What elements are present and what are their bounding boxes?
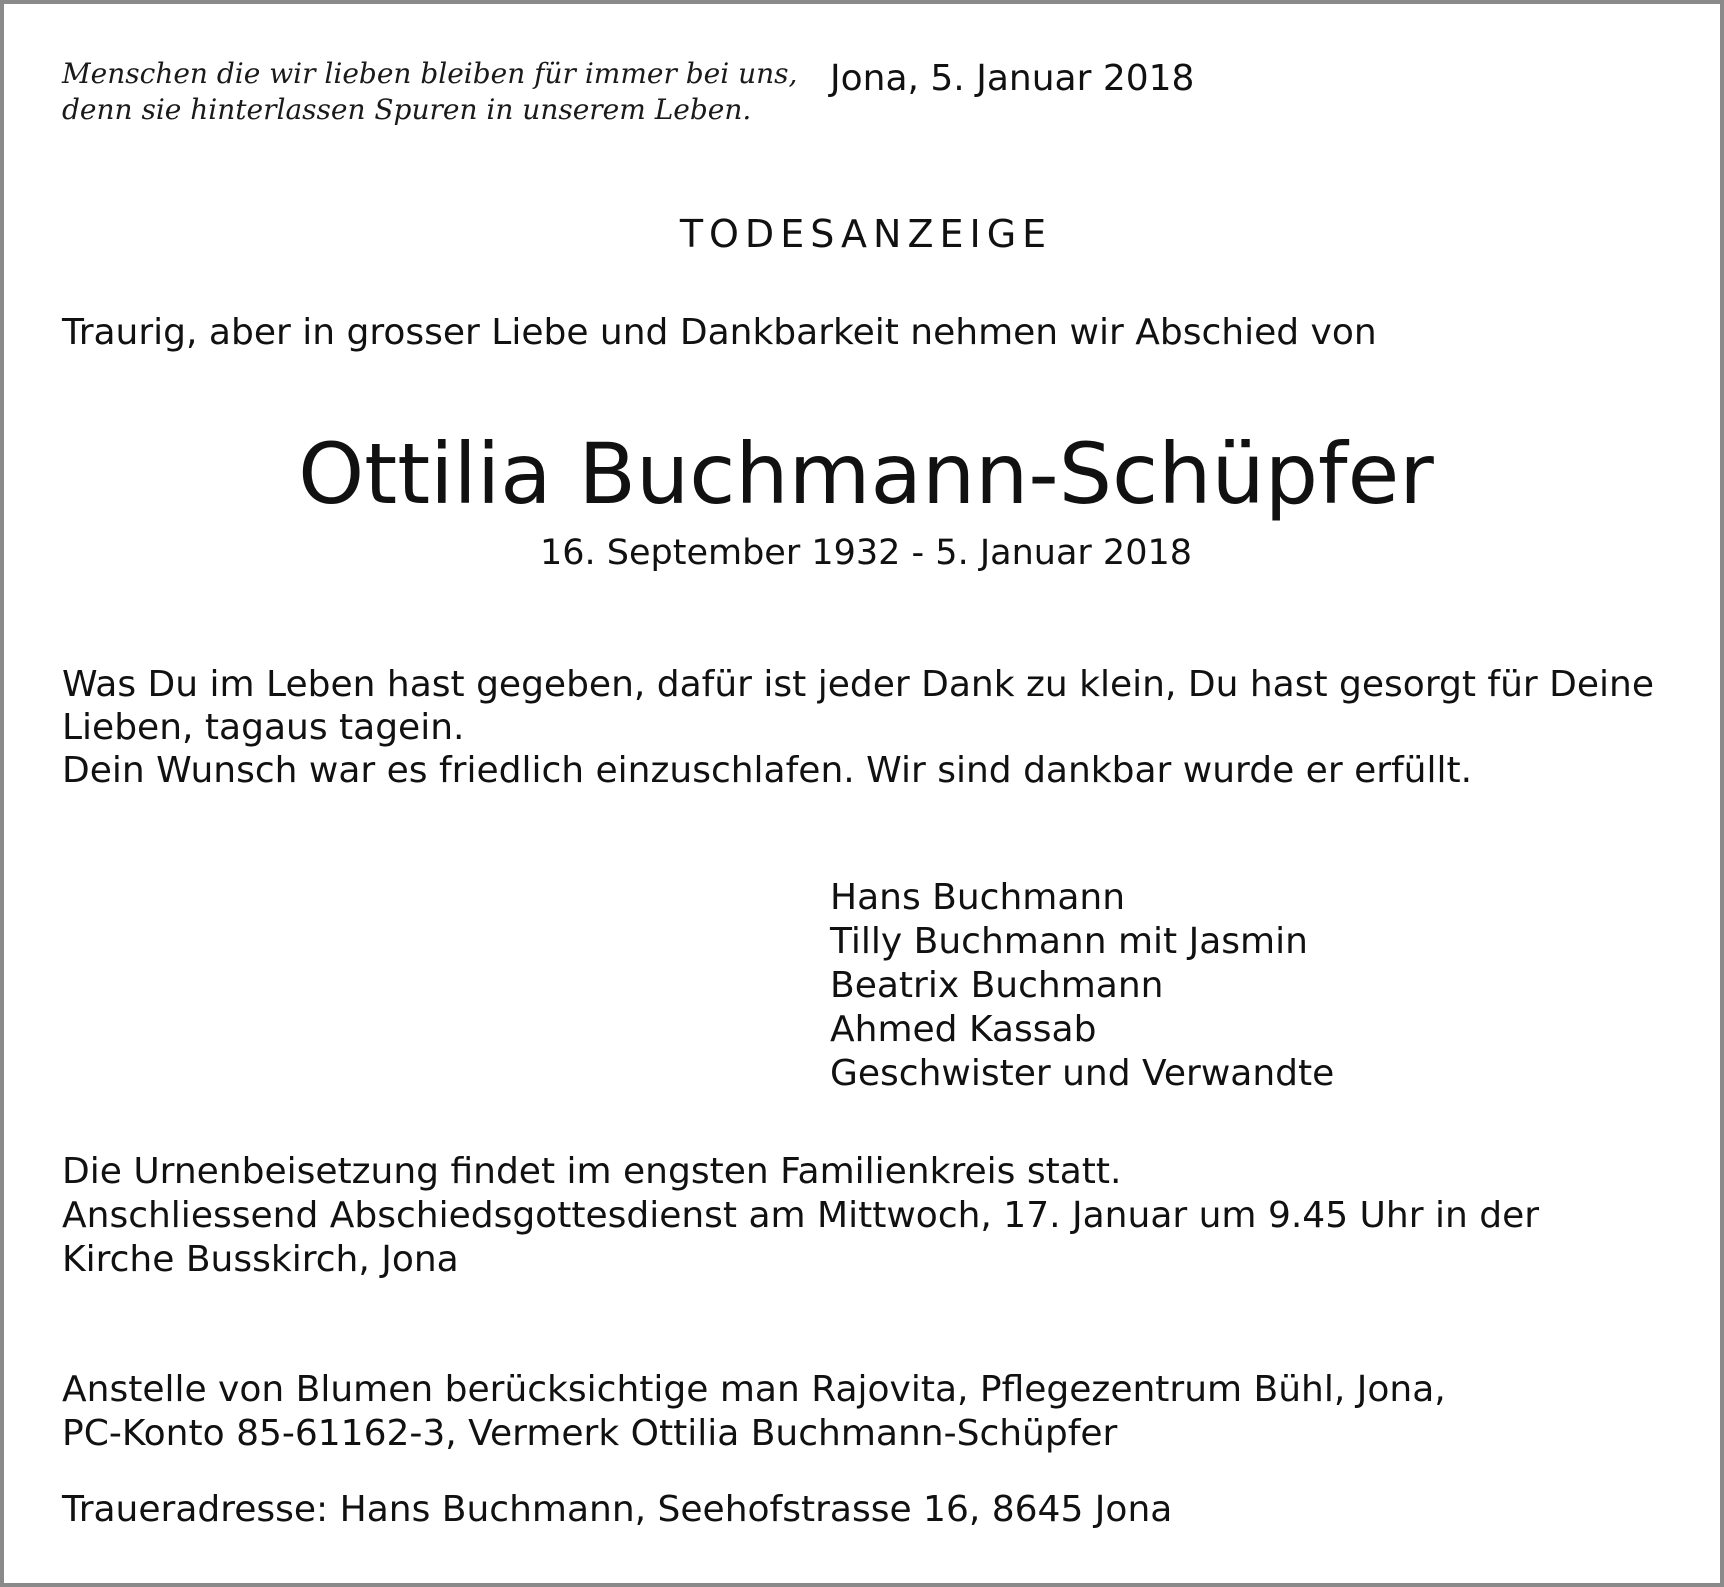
service-line: Anschliessend Abschiedsgottesdienst am Mittwoch, 17. Januar um 9.45 Uhr in der [62,1195,1540,1236]
life-dates: 16. September 1932 - 5. Januar 2018 [539,533,1192,573]
motto-quote [62,56,798,128]
mourner-name: Tilly Buchmann mit Jasmin [830,921,1308,962]
deceased-name: Ottilia Buchmann-Schüpfer [298,425,1434,523]
donation-line: Anstelle von Blumen berücksichtige man Rajovita, Pflegezentrum Bühl, Jona, [62,1369,1446,1410]
service-line: Die Urnenbeisetzung findet im engsten Familienkreis statt. [62,1151,1122,1192]
funeral-service-info [62,1150,1539,1282]
memorial-verse [62,663,1692,792]
motto-line: Menschen die wir lieben bleiben für immer bei uns, [62,57,798,90]
mourner-name: Hans Buchmann [830,877,1126,918]
mourner-name: Geschwister und Verwandte [830,1053,1335,1094]
service-line: Kirche Busskirch, Jona [62,1239,459,1280]
mourner-name: Beatrix Buchmann [830,965,1164,1006]
donation-info [62,1368,1446,1456]
donation-line: PC-Konto 85-61162-3, Vermerk Ottilia Buchmann-Schüpfer [62,1413,1118,1454]
mourning-address: Traueradresse: Hans Buchmann, Seehofstrasse 16, 8645 Jona [62,1489,1173,1530]
motto-line: denn sie hinterlassen Spuren in unserem Leben. [62,93,752,126]
verse-line: Lieben, tagaus tagein. [62,707,465,748]
verse-line: Dein Wunsch war es friedlich einzuschlafen. Wir sind dankbar wurde er erfüllt. [62,750,1473,791]
notice-heading: TODESANZEIGE [679,212,1053,256]
mourners-list [830,876,1334,1096]
verse-line: Was Du im Leben hast gegeben, dafür ist jeder Dank zu klein, Du hast gesorgt für Deine [62,664,1654,705]
mourner-name: Ahmed Kassab [830,1009,1097,1050]
place-date: Jona, 5. Januar 2018 [830,58,1195,99]
intro-text: Traurig, aber in grosser Liebe und Dankbarkeit nehmen wir Abschied von [62,312,1377,353]
